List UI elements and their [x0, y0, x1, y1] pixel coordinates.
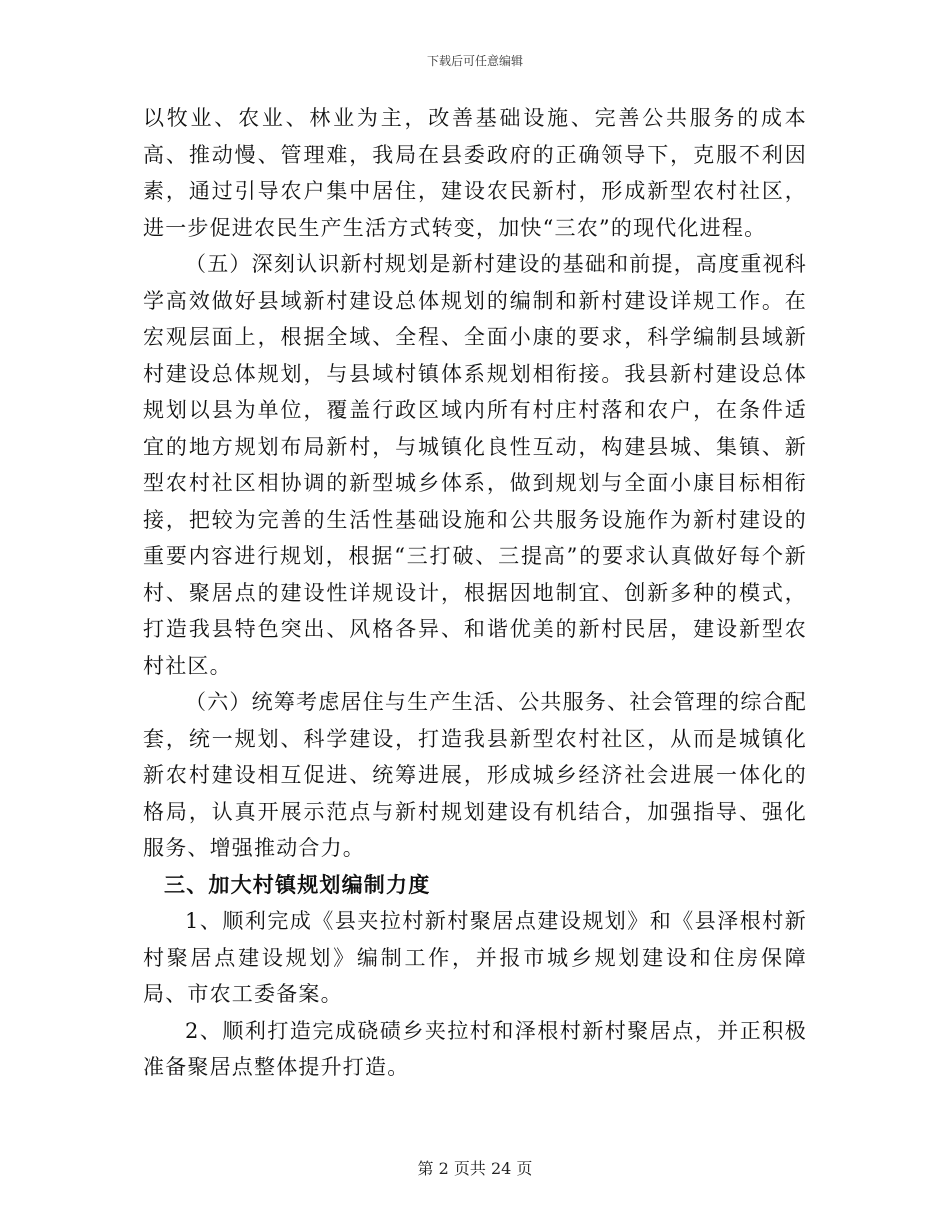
section-heading-three: 三、加大村镇规划编制力度: [164, 871, 431, 897]
page-header-note: 下载后可任意编辑: [426, 54, 523, 68]
document-body: [143, 100, 807, 1086]
list-item-two: 2、顺利打造完成硗碛乡夹拉村和泽根村新村聚居点，并正积极准备聚居点整体提升打造。: [143, 1018, 807, 1079]
paragraph-section-six: （六）统筹考虑居住与生产生活、公共服务、社会管理的综合配套，统一规划、科学建设，打造我县新型农村社区，从而是城镇化新农村建设相互促进、统筹进展，形成城乡经济社会进展一体化的格局，认真开展示范点与新村规划建设有机结合，加强指导、强化服务、增强推动合力。: [143, 690, 807, 860]
page-number-footer: 第 2 页共 24 页: [417, 1159, 533, 1178]
list-item-one: 1、顺利完成《县夹拉村新村聚居点建设规划》和《县泽根村新村聚居点建设规划》编制工作，并报市城乡规划建设和住房保障局、市农工委备案。: [143, 909, 807, 1006]
paragraph-section-five: （五）深刻认识新村规划是新村建设的基础和前提，高度重视科学高效做好县域新村建设总体规划的编制和新村建设详规工作。在宏观层面上，根据全域、全程、全面小康的要求，科学编制县域新村建设总体规划，与县域村镇体系规划相衔接。我县新村建设总体规划以县为单位，覆盖行政区域内所有村庄村落和农户，在条件适宜的地方规划布局新村，与城镇化良性互动，构建县城、集镇、新型农村社区相协调的新型城乡体系，做到规划与全面小康目标相衔接，把较为完善的生活性基础设施和公共服务设施作为新村建设的重要内容进行规划，根据“三打破、三提高”的要求认真做好每个新村、聚居点的建设性详规设计，根据因地制宜、创新多种的模式，打造我县特色突出、风格各异、和谐优美的新村民居，建设新型农村社区。: [143, 252, 807, 678]
paragraph-continuation: 以牧业、农业、林业为主，改善基础设施、完善公共服务的成本高、推动慢、管理难，我局在县委政府的正确领导下，克服不利因素，通过引导农户集中居住，建设农民新村，形成新型农村社区，进一步促进农民生产生活方式转变，加快“三农”的现代化进程。: [143, 106, 807, 240]
